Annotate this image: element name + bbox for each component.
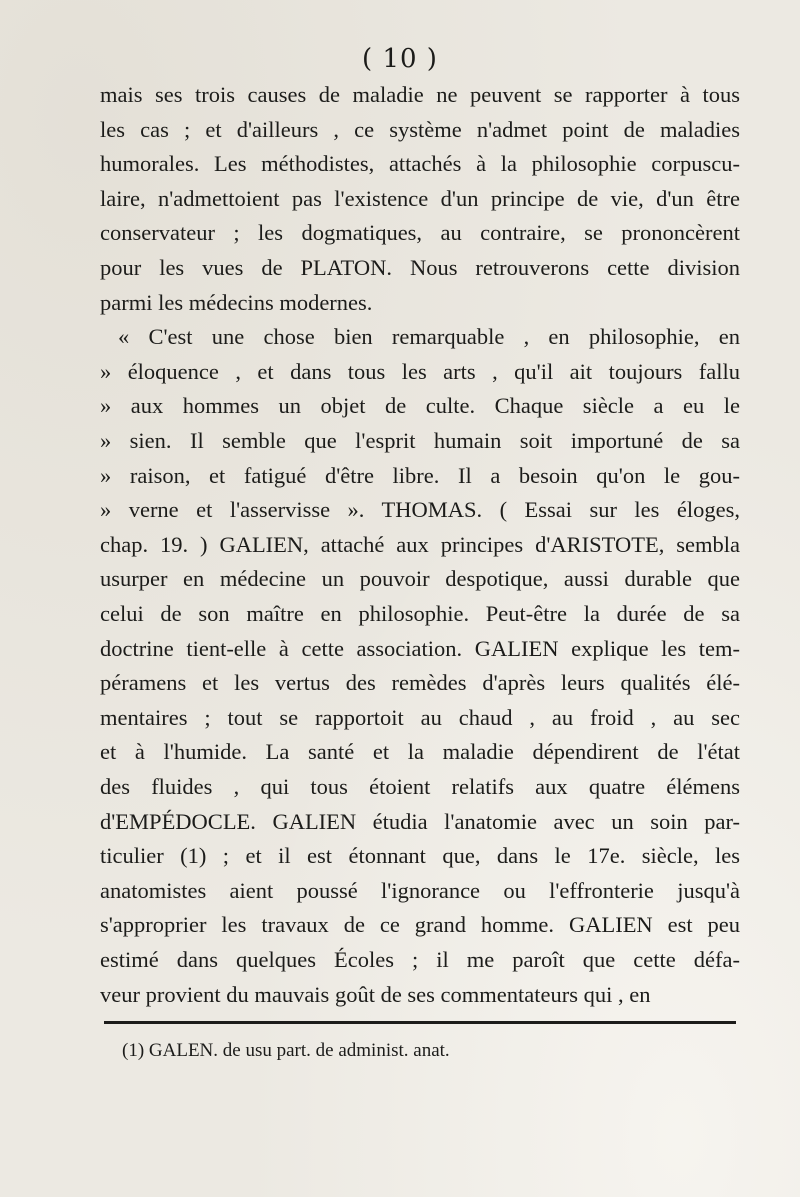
text-line-content: anatomistes aient poussé l'ignorance ou l'effronterie jusqu'à — [100, 877, 740, 903]
text-line-content: « C'est une chose bien remarquable , en philosophie, en — [118, 324, 740, 350]
text-line — [100, 357, 740, 387]
text-line-content: » verne et l'asservisse ». THOMAS. ( Essai sur les éloges, — [100, 497, 740, 523]
text-line — [100, 910, 740, 940]
text-line — [118, 322, 740, 352]
text-line-content: les cas ; et d'ailleurs , ce système n'admet point de maladies — [100, 116, 740, 142]
text-line-content: humorales. Les méthodistes, attachés à la philosophie corpuscu- — [100, 151, 740, 177]
footnote-text: (1) GALEN. de usu part. de administ. anat. — [122, 1040, 450, 1061]
footnote-rule — [104, 1021, 736, 1024]
text-line-content: s'approprier les travaux de ce grand homme. GALIEN est peu — [100, 912, 740, 938]
text-line — [100, 115, 740, 145]
text-line-content: pour les vues de PLATON. Nous retrouverons cette division — [100, 255, 740, 280]
text-line — [100, 564, 740, 594]
text-line — [100, 807, 740, 837]
text-line-content: parmi les médecins modernes. — [100, 289, 373, 315]
text-line-content: des fluides , qui tous étoient relatifs aux quatre élémens — [100, 774, 740, 799]
text-line-content: doctrine tient-elle à cette association. GALIEN explique les tem- — [100, 635, 740, 661]
text-line — [100, 218, 740, 248]
text-line — [100, 288, 740, 318]
text-line-content: veur provient du mauvais goût de ses commentateurs qui , en — [100, 981, 651, 1007]
text-line — [100, 530, 740, 560]
text-line — [100, 426, 740, 456]
text-line-content: mais ses trois causes de maladie ne peuvent se rapporter à tous — [100, 82, 740, 107]
text-line — [100, 599, 740, 629]
text-line-content: laire, n'admettoient pas l'existence d'un principe de vie, d'un être — [100, 185, 740, 211]
text-line — [100, 253, 740, 283]
text-line-content: usurper en médecine un pouvoir despotique, aussi durable que — [100, 566, 740, 592]
text-line — [100, 945, 740, 975]
text-line — [100, 668, 740, 698]
text-line-content: » éloquence , et dans tous les arts , qu'il ait toujours fallu — [100, 358, 740, 384]
text-line — [100, 461, 740, 491]
text-line — [100, 737, 740, 767]
text-line — [100, 391, 740, 421]
text-line — [100, 703, 740, 733]
footnote — [122, 1040, 450, 1062]
text-line-content: conservateur ; les dogmatiques, au contraire, se prononcèrent — [100, 220, 740, 246]
text-line — [100, 634, 740, 664]
text-line-content: estimé dans quelques Écoles ; il me paroît que cette défa- — [100, 947, 740, 972]
text-line-content: et à l'humide. La santé et la maladie dépendirent de l'état — [100, 739, 740, 765]
text-line — [100, 149, 740, 179]
page-number: ( 10 ) — [362, 44, 438, 74]
text-line-content: » raison, et fatigué d'être libre. Il a besoin qu'on le gou- — [100, 462, 740, 488]
text-line-content: celui de son maître en philosophie. Peut-être la durée de sa — [100, 601, 740, 626]
text-line — [100, 80, 740, 110]
text-line — [100, 980, 740, 1010]
text-line-content: mentaires ; tout se rapportoit au chaud , au froid , au sec — [100, 704, 740, 730]
text-line-content: » sien. Il semble que l'esprit humain soit importuné de sa — [100, 428, 740, 453]
text-line — [100, 876, 740, 906]
text-line — [100, 772, 740, 802]
text-line — [100, 841, 740, 871]
text-line — [100, 495, 740, 525]
text-line-content: ticulier (1) ; et il est étonnant que, dans le 17e. siècle, les — [100, 843, 740, 869]
text-line-content: péramens et les vertus des remèdes d'après leurs qualités élé- — [100, 670, 740, 696]
text-line — [100, 184, 740, 214]
text-line-content: chap. 19. ) GALIEN, attaché aux principes d'ARISTOTE, sembla — [100, 531, 740, 557]
text-line-content: » aux hommes un objet de culte. Chaque siècle a eu le — [100, 393, 740, 419]
text-line-content: d'EMPÉDOCLE. GALIEN étudia l'anatomie avec un soin par- — [100, 808, 740, 834]
